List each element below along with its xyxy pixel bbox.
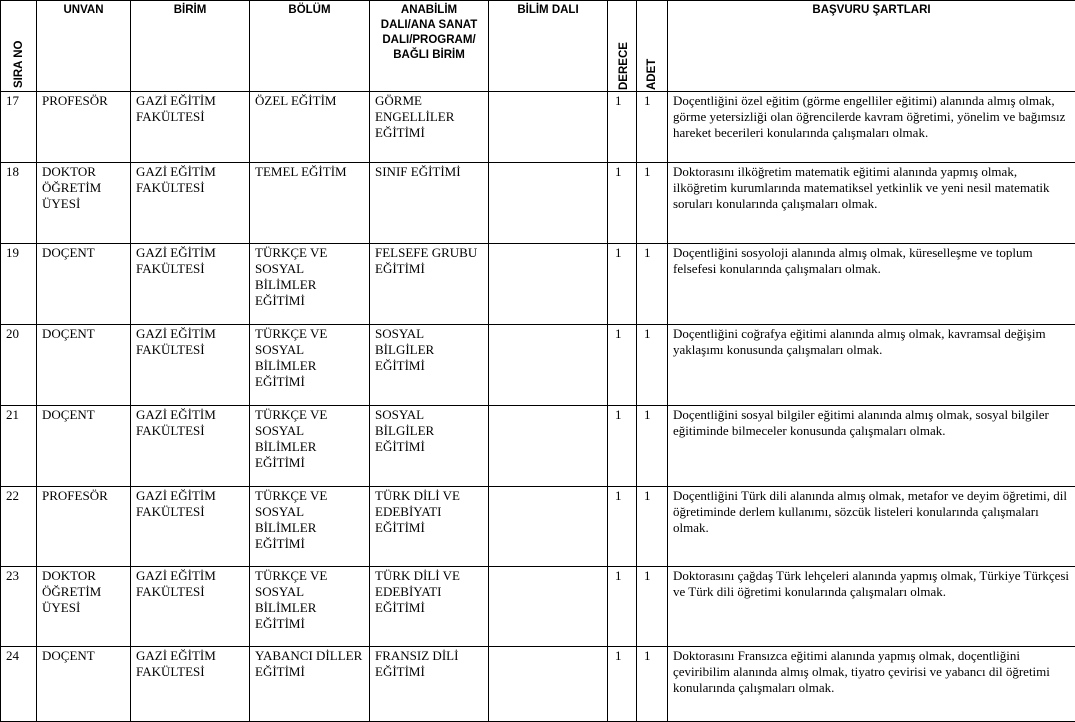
table-row	[1, 406, 1075, 487]
cell-sira-no: 19	[1, 244, 37, 325]
cell-unvan: DOKTOR ÖĞRETİM ÜYESİ	[37, 567, 131, 647]
cell-bilim-dali	[489, 487, 608, 567]
cell-anabilim: TÜRK DİLİ VE EDEBİYATI EĞİTİMİ	[370, 487, 489, 567]
cell-anabilim: FELSEFE GRUBU EĞİTİMİ	[370, 244, 489, 325]
cell-bilim-dali	[489, 647, 608, 722]
cell-bilim-dali	[489, 325, 608, 406]
cell-derece: 1	[608, 406, 637, 487]
cell-adet: 1	[637, 487, 668, 567]
header-birim: BİRİM	[131, 1, 250, 92]
cell-derece: 1	[608, 325, 637, 406]
cell-bolum: TÜRKÇE VE SOSYAL BİLİMLER EĞİTİMİ	[250, 244, 370, 325]
cell-birim: GAZİ EĞİTİM FAKÜLTESİ	[131, 647, 250, 722]
cell-birim: GAZİ EĞİTİM FAKÜLTESİ	[131, 325, 250, 406]
header-unvan: UNVAN	[37, 1, 131, 92]
cell-anabilim: SOSYAL BİLGİLER EĞİTİMİ	[370, 406, 489, 487]
table-row	[1, 92, 1075, 163]
cell-sira-no: 23	[1, 567, 37, 647]
cell-adet: 1	[637, 406, 668, 487]
cell-basvuru-sartlari: Doktorasını Fransızca eğitimi alanında yapmış olmak, doçentliğini çeviribilim alanında almış olmak, tiyatro çevirisi ve yabancı dil öğretimi konularında çalışmaları olmak.	[668, 647, 1075, 722]
cell-anabilim: GÖRME ENGELLİLER EĞİTİMİ	[370, 92, 489, 163]
table-row	[1, 487, 1075, 567]
table-row	[1, 325, 1075, 406]
cell-bolum: ÖZEL EĞİTİM	[250, 92, 370, 163]
header-derece: DERECE	[608, 1, 637, 92]
cell-adet: 1	[637, 325, 668, 406]
cell-sira-no: 18	[1, 163, 37, 244]
cell-bolum: TÜRKÇE VE SOSYAL BİLİMLER EĞİTİMİ	[250, 325, 370, 406]
cell-bolum: TÜRKÇE VE SOSYAL BİLİMLER EĞİTİMİ	[250, 487, 370, 567]
cell-bilim-dali	[489, 567, 608, 647]
cell-birim: GAZİ EĞİTİM FAKÜLTESİ	[131, 567, 250, 647]
cell-birim: GAZİ EĞİTİM FAKÜLTESİ	[131, 92, 250, 163]
cell-unvan: DOÇENT	[37, 325, 131, 406]
cell-unvan: PROFESÖR	[37, 487, 131, 567]
cell-bolum: TÜRKÇE VE SOSYAL BİLİMLER EĞİTİMİ	[250, 406, 370, 487]
table-row	[1, 647, 1075, 722]
cell-adet: 1	[637, 244, 668, 325]
header-bolum: BÖLÜM	[250, 1, 370, 92]
cell-bolum: YABANCI DİLLER EĞİTİMİ	[250, 647, 370, 722]
cell-birim: GAZİ EĞİTİM FAKÜLTESİ	[131, 244, 250, 325]
cell-birim: GAZİ EĞİTİM FAKÜLTESİ	[131, 406, 250, 487]
cell-adet: 1	[637, 567, 668, 647]
cell-sira-no: 22	[1, 487, 37, 567]
cell-bilim-dali	[489, 163, 608, 244]
cell-derece: 1	[608, 647, 637, 722]
cell-basvuru-sartlari: Doktorasını ilköğretim matematik eğitimi alanında yapmış olmak, ilköğretim kurumlarında matematiksel yetkinlik ve yeni nesil matematik soruları konularında çalışmaları olmak.	[668, 163, 1075, 244]
header-adet: ADET	[637, 1, 668, 92]
cell-derece: 1	[608, 567, 637, 647]
cell-bilim-dali	[489, 406, 608, 487]
cell-sira-no: 24	[1, 647, 37, 722]
cell-derece: 1	[608, 92, 637, 163]
cell-bilim-dali	[489, 92, 608, 163]
cell-anabilim: SOSYAL BİLGİLER EĞİTİMİ	[370, 325, 489, 406]
table-row	[1, 163, 1075, 244]
header-anabilim: ANABİLİM DALI/ANA SANAT DALI/PROGRAM/ BAĞLI BİRİM	[370, 1, 489, 92]
cell-adet: 1	[637, 92, 668, 163]
cell-basvuru-sartlari: Doçentliğini sosyal bilgiler eğitimi alanında almış olmak, sosyal bilgiler eğitiminde bilmeceler konusunda çalışmaları olmak.	[668, 406, 1075, 487]
cell-birim: GAZİ EĞİTİM FAKÜLTESİ	[131, 487, 250, 567]
table-row	[1, 567, 1075, 647]
header-bilim-dali: BİLİM DALI	[489, 1, 608, 92]
header-sira-no: SIRA NO	[1, 1, 37, 92]
cell-basvuru-sartlari: Doçentliğini Türk dili alanında almış olmak, metafor ve deyim öğretimi, dil öğretiminde derlem kullanımı, sözcük listeleri konularında çalışmaları olmak.	[668, 487, 1075, 567]
cell-sira-no: 21	[1, 406, 37, 487]
cell-basvuru-sartlari: Doçentliğini özel eğitim (görme engelliler eğitimi) alanında almış olmak, görme yetersizliği olan öğrencilerde kavram öğretimi, yönelim ve bağımsız hareket becerileri konularında çalışmaları olmak.	[668, 92, 1075, 163]
table-row	[1, 244, 1075, 325]
header-basvuru-sartlari: BAŞVURU ŞARTLARI	[668, 1, 1075, 92]
cell-unvan: DOÇENT	[37, 406, 131, 487]
cell-basvuru-sartlari: Doçentliğini coğrafya eğitimi alanında almış olmak, kavramsal değişim yaklaşımı konusunda çalışmaları olmak.	[668, 325, 1075, 406]
cell-bilim-dali	[489, 244, 608, 325]
cell-anabilim: SINIF EĞİTİMİ	[370, 163, 489, 244]
cell-adet: 1	[637, 163, 668, 244]
cell-derece: 1	[608, 244, 637, 325]
cell-birim: GAZİ EĞİTİM FAKÜLTESİ	[131, 163, 250, 244]
cell-sira-no: 17	[1, 92, 37, 163]
cell-basvuru-sartlari: Doktorasını çağdaş Türk lehçeleri alanında yapmış olmak, Türkiye Türkçesi ve Türk dili öğretimi konularında çalışmaları olmak.	[668, 567, 1075, 647]
cell-derece: 1	[608, 163, 637, 244]
cell-unvan: DOKTOR ÖĞRETİM ÜYESİ	[37, 163, 131, 244]
cell-bolum: TEMEL EĞİTİM	[250, 163, 370, 244]
cell-bolum: TÜRKÇE VE SOSYAL BİLİMLER EĞİTİMİ	[250, 567, 370, 647]
header-row	[1, 1, 1075, 92]
cell-basvuru-sartlari: Doçentliğini sosyoloji alanında almış olmak, küreselleşme ve toplum felsefesi konularında çalışmaları olmak.	[668, 244, 1075, 325]
cell-unvan: PROFESÖR	[37, 92, 131, 163]
cell-anabilim: TÜRK DİLİ VE EDEBİYATI EĞİTİMİ	[370, 567, 489, 647]
cell-unvan: DOÇENT	[37, 647, 131, 722]
cell-anabilim: FRANSIZ DİLİ EĞİTİMİ	[370, 647, 489, 722]
cell-derece: 1	[608, 487, 637, 567]
cell-adet: 1	[637, 647, 668, 722]
cell-unvan: DOÇENT	[37, 244, 131, 325]
cell-sira-no: 20	[1, 325, 37, 406]
